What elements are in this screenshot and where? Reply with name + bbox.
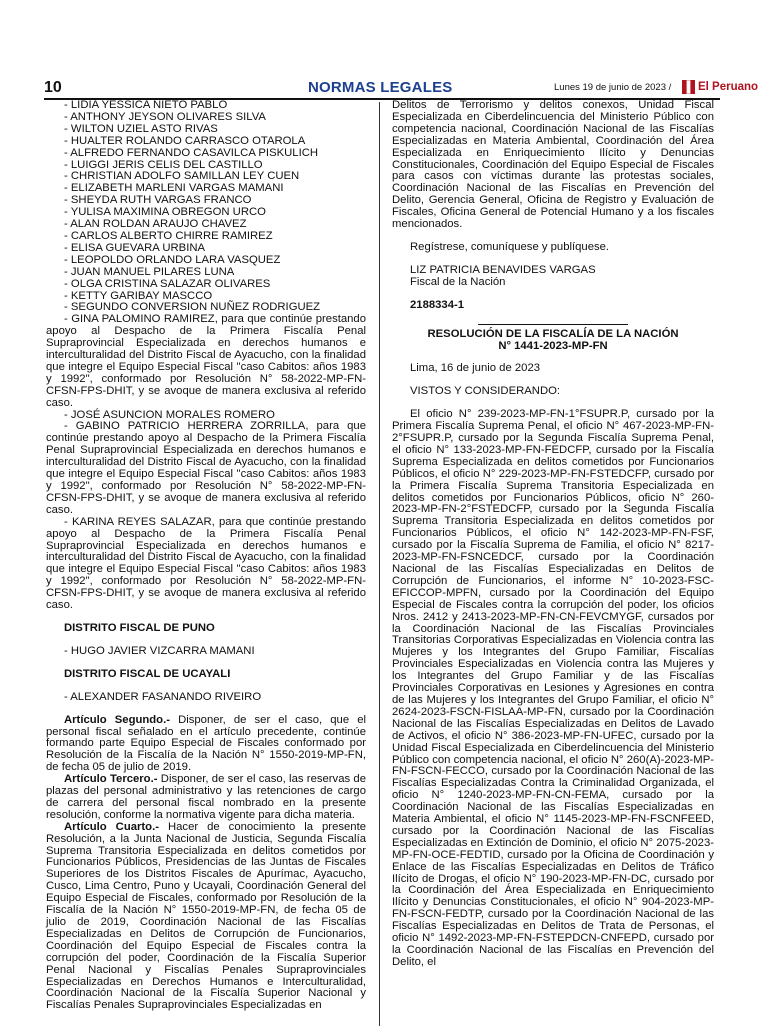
name-morales: - JOSÉ ASUNCION MORALES ROMERO — [64, 408, 275, 421]
fiscal-name-item: - ANTHONY JEYSON OLIVARES SILVA — [64, 110, 266, 123]
article-cuarto-text: Hacer de conocimiento la presente Resolución, a la Junta Nacional de Justicia, Segunda Fiscalía Suprema Transitoria Especializada en delitos cometidos por Funcionarios Públicos, Presidencias de las Juntas de Fiscales Superiores de los Distritos Fiscales de Apurímac, Ayacucho, Cusco, Lima Centro, Puno y Ucayali, Coordinación General del Equipo Especial de Fiscales, conformado por Resolución de la Fiscalía de la Nación N° 1550-2019-MP-FN, de fecha 05 de julio de 2019, Coordinación Nacional de las Fiscalías Especializadas en Delitos de Corrupción de Funcionarios, Coordinación del Equipo Especial de Fiscales contra la corrupción del poder, Coordinación de la Fiscalía Superior Penal Nacional y Fiscalías Penales Supraprovinciales Especializadas en Derechos Humanos e Interculturalidad, Coordinación Nacional de la Fiscalía Superior Nacional y Fiscalías Penales Supraprovinciales Especializadas en — [46, 820, 366, 1012]
article-segundo-text: Disponer, de ser el caso, que el personal fiscal señalado en el artículo precedente, continúe formando parte Equipo Especial de Fiscales conformado por Resolución de la Fiscalía de la Nación N° 1550-2019-MP-FN, de fecha 05 de julio de 2019. — [46, 713, 366, 774]
fiscal-name-item: - ELIZABETH MARLENI VARGAS MAMANI — [64, 182, 284, 195]
fiscal-name-item: - YULISA MAXIMINA OBREGON URCO — [64, 206, 266, 219]
name-vizcarra: - HUGO JAVIER VIZCARRA MAMANI — [64, 644, 255, 657]
fiscal-name-item: - ELISA GUEVARA URBINA — [64, 241, 206, 254]
fiscal-name-item: - JUAN MANUEL PILARES LUNA — [64, 265, 235, 278]
column-divider — [379, 102, 380, 1026]
signer-title: Fiscal de la Nación — [410, 275, 506, 288]
left-column — [46, 100, 366, 1012]
fiscal-name-item: - HUALTER ROLANDO CARRASCO OTAROLA — [64, 134, 306, 147]
heading-puno: DISTRITO FISCAL DE PUNO — [64, 621, 215, 634]
fiscal-name-item: - ALFREDO FERNANDO CASAVILCA PISKULICH — [64, 146, 319, 159]
signer-name: LIZ PATRICIA BENAVIDES VARGAS — [410, 263, 596, 276]
el-peruano-logo — [682, 79, 759, 96]
document-code: 2188334-1 — [410, 298, 465, 311]
fiscal-name-item: - OLGA CRISTINA SALAZAR OLIVARES — [64, 277, 271, 290]
publication-title: NORMAS LEGALES — [308, 79, 453, 96]
resolution-number: N° 1441-2023-MP-FN — [498, 339, 608, 352]
right-column — [392, 100, 714, 969]
article-segundo — [46, 715, 366, 775]
peru-shield-icon — [682, 80, 695, 94]
article-cuarto — [46, 822, 366, 1013]
resolution-title: RESOLUCIÓN DE LA FISCALÍA DE LA NACIÓN — [427, 327, 679, 340]
heading-ucayali: DISTRITO FISCAL DE UCAYALI — [64, 667, 231, 680]
article-segundo-label: Artículo Segundo.- — [64, 713, 170, 726]
paragraph-palomino: - GINA PALOMINO RAMIREZ, para que continúe prestando apoyo al Despacho de la Primera Fiscalía Penal Supraprovincial Especializada en derechos humanos e interculturalidad del Distrito Fiscal de Ayacucho, con la finalidad que integre el Equipo Especial Fiscal "caso Cabitos: años 1983 y 1992", conformado por Resolución N° 58-2022-MP-FN-CFSN-FPS-DHIT, y se avoque de manera exclusiva al referido caso. — [46, 313, 366, 409]
article-tercero-text: Disponer, de ser el caso, las reservas de plazas del personal administrativo y las retenciones de cargo de carrera del personal fiscal nombrado en la presente resolución, conforme la normativa vigente para dicha materia. — [46, 773, 366, 821]
closing-formula: Regístrese, comuníquese y publíquese. — [410, 240, 610, 253]
names-list — [46, 100, 366, 314]
fiscal-name-item: - LUIGGI JERIS CELIS DEL CASTILLO — [64, 158, 263, 171]
fiscal-name-item: - SEGUNDO CONVERSION NUÑEZ RODRIGUEZ — [64, 301, 321, 314]
fiscal-name-item: - KETTY GARIBAY MASCCO — [64, 289, 213, 302]
name-fasanando: - ALEXANDER FASANANDO RIVEIRO — [64, 690, 262, 703]
fiscal-name-item: - ALAN ROLDAN ARAUJO CHAVEZ — [64, 218, 247, 231]
paragraph-reyes: - KARINA REYES SALAZAR, para que continúe prestando apoyo al Despacho de la Primera Fiscalía Penal Supraprovincial Especializada en derechos humanos e interculturalidad del Distrito Fiscal de Ayacucho, con la finalidad que integre el Equipo Especial Fiscal "caso Cabitos: años 1983 y 1992", conformado por Resolución N° 58-2022-MP-FN-CFSN-FPS-DHIT, y se avoque de manera exclusiva al referido caso. — [46, 515, 366, 612]
logo-text: El Peruano — [698, 81, 759, 93]
place-date: Lima, 16 de junio de 2023 — [410, 362, 541, 375]
article-cuarto-label: Artículo Cuarto.- — [64, 820, 159, 833]
article-tercero-label: Artículo Tercero.- — [64, 773, 158, 786]
fiscal-name-item: - LIDIA YESSICA NIETO PABLO — [64, 99, 228, 111]
issue-date: Lunes 19 de junio de 2023 / — [554, 82, 672, 93]
continuation-paragraph: Delitos de Terrorismo y delitos conexos, Unidad Fiscal Especializada en Ciberdelincuencia del Ministerio Público con competencia nacional, Coordinación Nacional de las Fiscalías Especializadas en Materia Ambiental, Coordinación del Área Especializada en Enriquecimiento Ilícito y Denuncias Constitucionales, Coordinación del Equipo Especial de Fiscales para casos con víctimas durante las protestas sociales, Coordinación Nacional de las Fiscalías en Prevención del Delito, Gerencia General, Oficina de Registro y Evaluación de Fiscales, Oficina General de Potencial Humano y a los fiscales mencionados. — [392, 99, 714, 231]
paragraph-herrera: - GABINO PATRICIO HERRERA ZORRILLA, para que continúe prestando apoyo al Despacho de la Primera Fiscalía Penal Supraprovincial Especializada en derechos humanos e interculturalidad del Distrito Fiscal de Ayacucho, con la finalidad que integre el Equipo Especial Fiscal "caso Cabitos: años 1983 y 1992", conformado por Resolución N° 58-2022-MP-FN-CFSN-FPS-DHIT, y se avoque de manera exclusiva al referido caso. — [46, 420, 366, 516]
fiscal-name-item: - CHRISTIAN ADOLFO SAMILLAN LEY CUEN — [64, 170, 300, 183]
article-tercero — [46, 774, 366, 822]
vistos-heading: VISTOS Y CONSIDERANDO: — [410, 385, 561, 398]
page-number: 10 — [44, 79, 62, 96]
page-header — [44, 78, 759, 100]
fiscal-name-item: - CARLOS ALBERTO CHIRRE RAMIREZ — [64, 229, 273, 242]
considerando-body: El oficio N° 239-2023-MP-FN-1°FSUPR.P, cursado por la Primera Fiscalía Suprema Penal, el oficio N° 467-2023-MP-FN-2°FSUPR.P, cursado por la Segunda Fiscalía Suprema Penal, el oficio N° 133-2023-MP-FN-FEDCFP, cursado por la Fiscalía Suprema Especializada en delitos cometidos por Funcionarios Públicos, el oficio N° 229-2023-MP-FN-FSTEDCFP, cursado por la Primera Fiscalía Suprema Transitoria Especializada en delitos cometidos por Funcionarios Públicos, oficio N° 260-2023-MP-FN-2°FSTEDCFP, cursado por la Segunda Fiscalía Suprema Transitoria Especializada en delitos cometidos por Funcionarios Públicos, el oficio N° 142-2023-MP-FN-FSF, cursado por la Fiscalía Suprema de Familia, el oficio N° 8217-2023-MP-FN-FSNCEDCF, cursado por la Coordinación Nacional de las Fiscalías Especializadas en Delitos de Corrupción de Funcionarios, el informe N° 10-2023-FSC-EFICCOP-MPFN, cursado por la Coordinación del Equipo Especial de Fiscales contra la corrupción del poder, los oficios Nros. 2412 y 2413-2023-MP-FN-CN-FEVCMYGF, cursados por la Coordinación Nacional de las Fiscalías Provinciales Transitorias Corporativas Especializadas en Violencia contra las Mujeres y los Integrantes del Grupo Familiar, Fiscalías Provinciales Especializadas en Violencia contra las Mujeres y los Integrantes del Grupo Familiar y de las Fiscalías Provinciales Corporativas en Lesiones y Agresiones en contra de las Mujeres y los Integrantes del Grupo Familiar, el oficio N° 2624-2023-FSCN-FISLAA-MP-FN, cursado por la Coordinación Nacional de las Fiscalías Especializadas en Delitos de Lavado de Activos, el oficio N° 386-2023-MP-FN-UFEC, cursado por la Unidad Fiscal Especializada en Ciberdelincuencia del Ministerio Público con competencia nacional, el oficio N° 260(A)-2023-MP-FN-FSCN-FECCO, cursado por la Coordinación Nacional de las Fiscalías Especializadas Contra la Criminalidad Organizada, el oficio N° 1240-2023-MP-FN-CN-FEMA, cursado por la Coordinación Nacional de las Fiscalías Especializadas en Materia Ambiental, el oficio N° 1145-2023-MP-FN-FSCNFEED, cursado por la Coordinación Nacional de las Fiscalías Especializadas en Extinción de Dominio, el oficio N° 2075-2023-MP-FN-OCE-FEDTID, cursado por la Oficina de Coordinación y Enlace de las Fiscalías Especializadas en Delitos de Tráfico Ilícito de Drogas, el oficio N° 190-2023-MP-FN-DC, cursado por la Coordinación del Área Especializada en Enriquecimiento Ilícito y Denuncias Constitucionales, el oficio N° 904-2023-MP-FN-FSCN-FEDTP, cursado por la Coordinación Nacional de las Fiscalías Especializadas en Delitos de Trata de Personas, el oficio N° 1492-2023-MP-FN-FSTEPDCN-CNFEPD, cursado por la Coordinación Nacional de las Fiscalías en Prevención del Delito, el — [392, 408, 714, 968]
fiscal-name-item: - WILTON UZIEL ASTO RIVAS — [64, 122, 218, 135]
fiscal-name-item: - SHEYDA RUTH VARGAS FRANCO — [64, 194, 252, 207]
fiscal-name-item: - LEOPOLDO ORLANDO LARA VASQUEZ — [64, 253, 281, 266]
section-separator — [478, 324, 628, 325]
